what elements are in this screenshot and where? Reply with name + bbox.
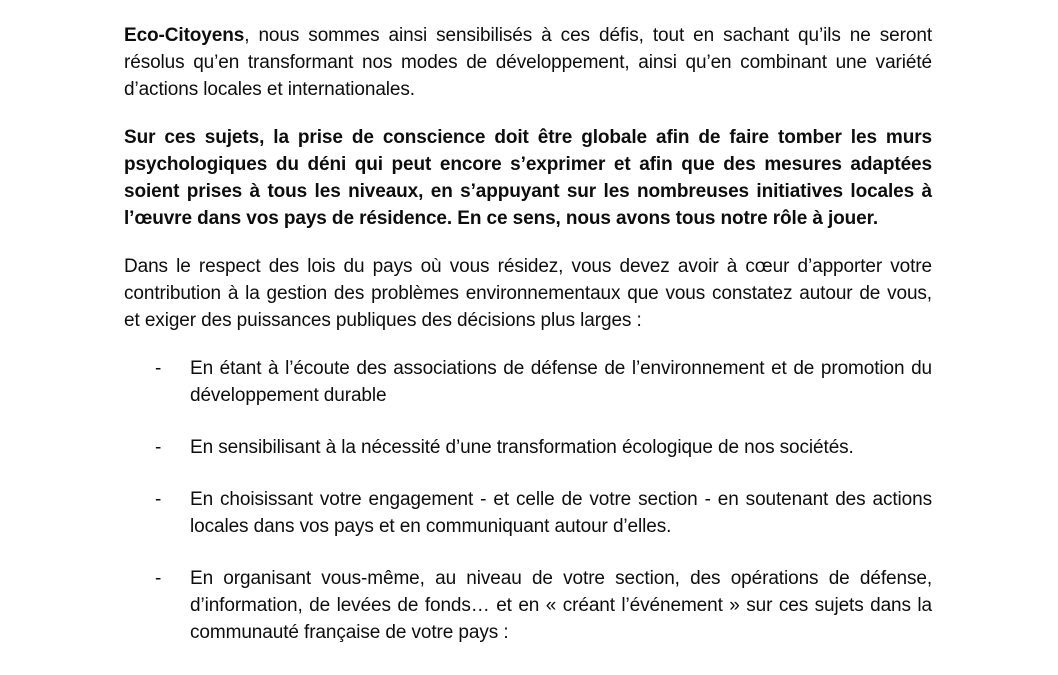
bullet-item-engagement xyxy=(155,486,932,540)
paragraph-contribution: Dans le respect des lois du pays où vous résidez, vous devez avoir à cœur d’apporter votre contribution à la gestion des problèmes environnementaux que vous constatez autour de vous, et exiger des puissances publiques des décisions plus larges : xyxy=(124,256,932,331)
bullet-text-sensibilisation: En sensibilisant à la nécessité d’une transformation écologique de nos sociétés. xyxy=(190,437,854,458)
bullet-item-associations xyxy=(155,355,932,409)
bullet-item-organisation xyxy=(155,565,932,646)
bullet-text-organisation: En organisant vous-même, au niveau de votre section, des opérations de défense, d’information, de levées de fonds… et en « créant l’événement » sur ces sujets dans la communauté française de votre pays : xyxy=(190,568,932,643)
paragraph-awareness-bold: Sur ces sujets, la prise de conscience doit être globale afin de faire tomber les murs psychologiques du déni qui peut encore s’exprimer et afin que des mesures adaptées soient prises à tous les niveaux, en s’appuyant sur les nombreuses initiatives locales à l’œuvre dans vos pays de résidence. En ce sens, nous avons tous notre rôle à jouer. xyxy=(124,127,932,229)
bullet-text-associations: En étant à l’écoute des associations de défense de l’environnement et de promotion du développement durable xyxy=(190,358,932,406)
bullet-dash-marker: - xyxy=(155,568,162,589)
paragraph-intro xyxy=(124,22,932,103)
bullet-list xyxy=(124,355,932,646)
bullet-dash-marker: - xyxy=(155,437,162,458)
bullet-text-engagement: En choisissant votre engagement - et celle de votre section - en soutenant des actions locales dans vos pays et en communiquant autour d’elles. xyxy=(190,489,932,537)
paragraph-intro-lead-bold: Eco-Citoyens xyxy=(124,25,245,46)
bullet-dash-marker: - xyxy=(155,489,162,510)
bullet-item-sensibilisation xyxy=(155,434,932,461)
bullet-dash-marker: - xyxy=(155,358,162,379)
paragraph-intro-text: , nous sommes ainsi sensibilisés à ces défis, tout en sachant qu’ils ne seront résolus qu’en transformant nos modes de développement, ainsi qu’en combinant une variété d’actions locales et internationales. xyxy=(124,25,932,100)
document-page xyxy=(124,22,932,671)
